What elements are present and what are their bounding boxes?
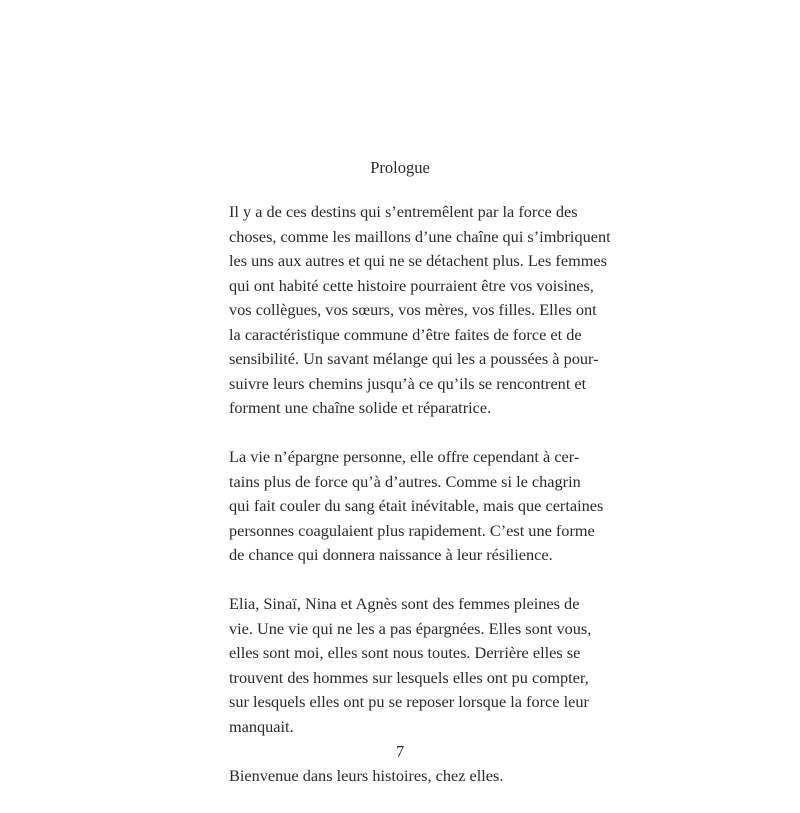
text-line: tains plus de force qu’à d’autres. Comme si le chagrin bbox=[229, 471, 581, 491]
text-line: Elia, Sinaï, Nina et Agnès sont des femmes pleines de bbox=[229, 594, 580, 613]
paragraph-3 bbox=[229, 592, 592, 739]
text-line: vie. Une vie qui ne les a pas épargnées. Elles sont vous, bbox=[229, 618, 592, 638]
prologue-body bbox=[229, 200, 611, 813]
page-number: 7 bbox=[395, 742, 405, 761]
text-line: personnes coagulaient plus rapidement. C’est une forme bbox=[229, 520, 595, 540]
text-line: qui fait couler du sang était inévitable, mais que certaines bbox=[229, 496, 604, 515]
text-line: manquait. bbox=[229, 716, 294, 736]
text-line: de chance qui donnera naissance à leur résilience. bbox=[229, 545, 553, 564]
text-line: suivre leurs chemins jusqu’à ce qu’ils se rencontrent et bbox=[229, 373, 587, 393]
text-line: Il y a de ces destins qui s’entremêlent par la force des bbox=[229, 202, 578, 221]
paragraph-4 bbox=[229, 764, 571, 789]
text-line: la caractéristique commune d’être faites de force et de bbox=[229, 324, 582, 344]
text-line: forment une chaîne solide et réparatrice. bbox=[229, 398, 492, 417]
text-line: sur lesquels elles ont pu se reposer lorsque la force leur bbox=[229, 692, 589, 711]
chapter-title: Prologue bbox=[370, 158, 430, 177]
text-line: choses, comme les maillons d’une chaîne qui s’imbriquent bbox=[229, 226, 611, 246]
text-line: qui ont habité cette histoire pourraient être vos voisines, bbox=[229, 275, 594, 295]
text-line: sensibilité. Un savant mélange qui les a poussées à pour- bbox=[229, 349, 599, 368]
text-line: La vie n’épargne personne, elle offre cependant à cer- bbox=[229, 447, 580, 466]
text-line: Bienvenue dans leurs histoires, chez elles. bbox=[229, 765, 504, 785]
paragraph-1 bbox=[229, 200, 611, 421]
text-line: elles sont moi, elles sont nous toutes. Derrière elles se bbox=[229, 643, 581, 662]
text-line: les uns aux autres et qui ne se détachent plus. Les femmes bbox=[229, 251, 607, 270]
text-line: trouvent des hommes sur lesquels elles ont pu compter, bbox=[229, 667, 589, 687]
paragraph-2 bbox=[229, 445, 604, 568]
text-line: vos collègues, vos sœurs, vos mères, vos filles. Elles ont bbox=[229, 300, 597, 319]
